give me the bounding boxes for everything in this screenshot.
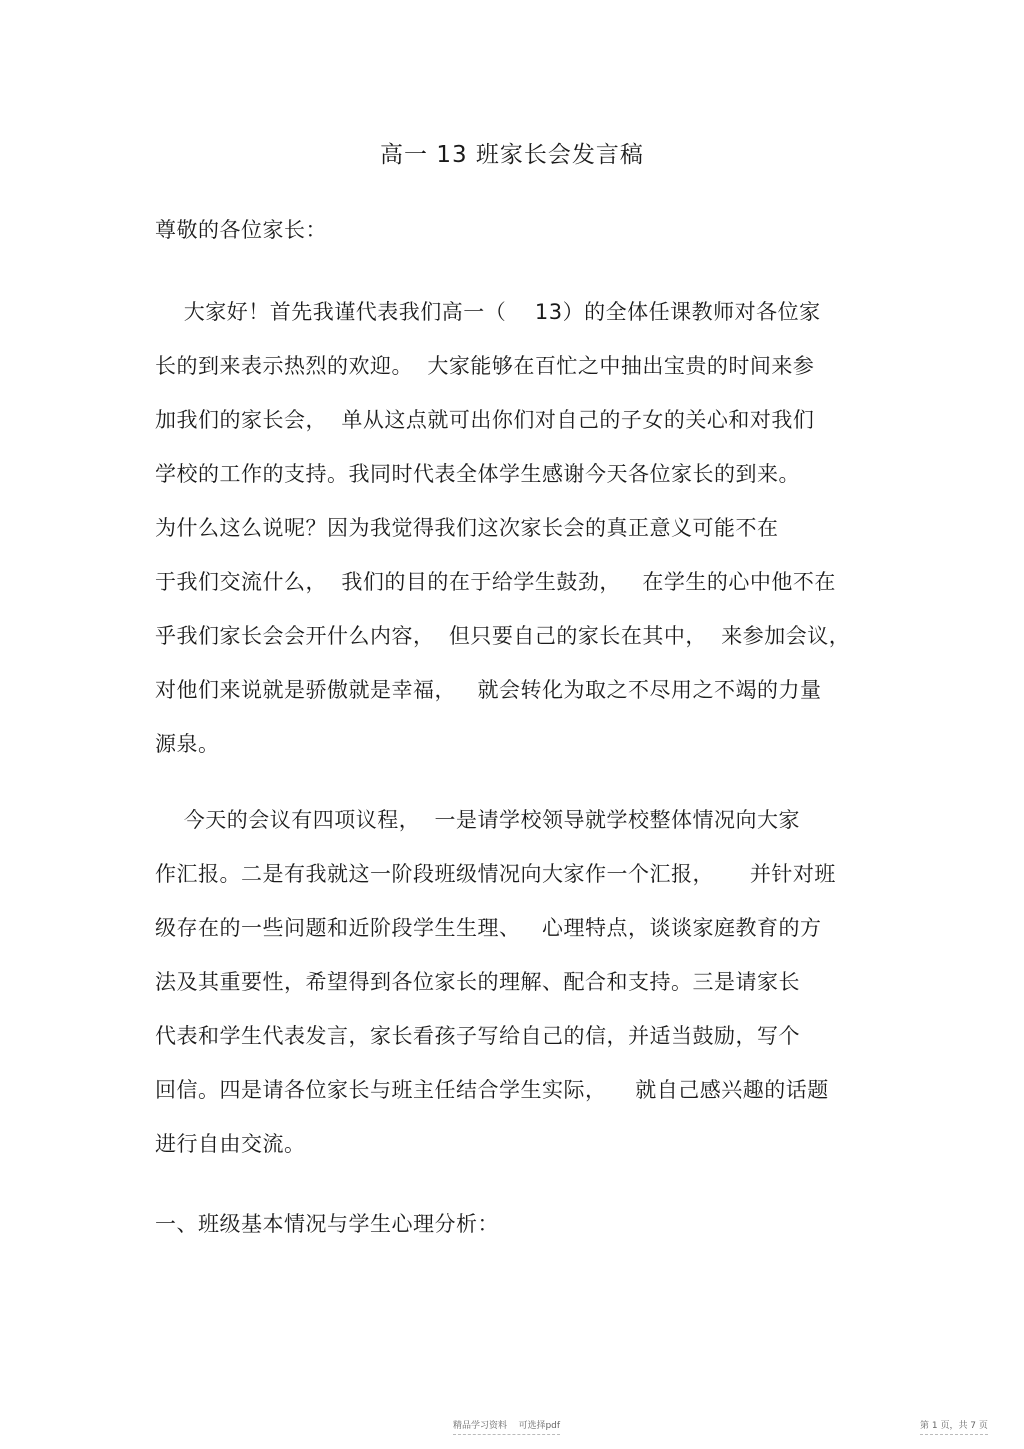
section-heading: 一、班级基本情况与学生心理分析： (155, 1212, 499, 1236)
salutation: 尊敬的各位家长： (155, 218, 327, 242)
page-number: 第 1 页，共 7 页 (920, 1418, 988, 1435)
paragraph-line: 加我们的家长会， 单从这点就可出你们对自己的子女的关心和对我们 (155, 408, 815, 432)
paragraph-line: 作汇报。二是有我就这一阶段班级情况向大家作一个汇报， 并针对班 (155, 862, 836, 886)
paragraph-line: 源泉。 (155, 732, 220, 756)
paragraph-line: 回信。四是请各位家长与班主任结合学生实际， 就自己感兴趣的话题 (155, 1078, 829, 1102)
paragraph-line: 为什么这么说呢？因为我觉得我们这次家长会的真正意义可能不在 (155, 516, 779, 540)
paragraph-line: 乎我们家长会会开什么内容， 但只要自己的家长在其中， 来参加会议， (155, 624, 851, 648)
paragraph-line: 于我们交流什么， 我们的目的在于给学生鼓劲， 在学生的心中他不在 (155, 570, 836, 594)
paragraph-line: 级存在的一些问题和近阶段学生生理、 心理特点，谈谈家庭教育的方 (155, 916, 822, 940)
paragraph-line: 代表和学生代表发言，家长看孩子写给自己的信，并适当鼓励，写个 (155, 1024, 800, 1048)
paragraph-line: 法及其重要性，希望得到各位家长的理解、配合和支持。三是请家长 (155, 970, 800, 994)
paragraph-line: 对他们来说就是骄傲就是幸福， 就会转化为取之不尽用之不竭的力量 (155, 678, 822, 702)
paragraph-line: 今天的会议有四项议程， 一是请学校领导就学校整体情况向大家 (155, 808, 801, 832)
document-title: 高一 13 班家长会发言稿 (380, 142, 644, 168)
paragraph-line: 学校的工作的支持。我同时代表全体学生感谢今天各位家长的到来。 (155, 462, 800, 486)
paragraph-line: 长的到来表示热烈的欢迎。 大家能够在百忙之中抽出宝贵的时间来参 (155, 354, 815, 378)
footer-watermark: 精品学习资料 可选择pdf (453, 1418, 560, 1435)
paragraph-line: 大家好！首先我谨代表我们高一（ 13）的全体任课教师对各位家 (155, 300, 821, 324)
paragraph-line: 进行自由交流。 (155, 1132, 306, 1156)
